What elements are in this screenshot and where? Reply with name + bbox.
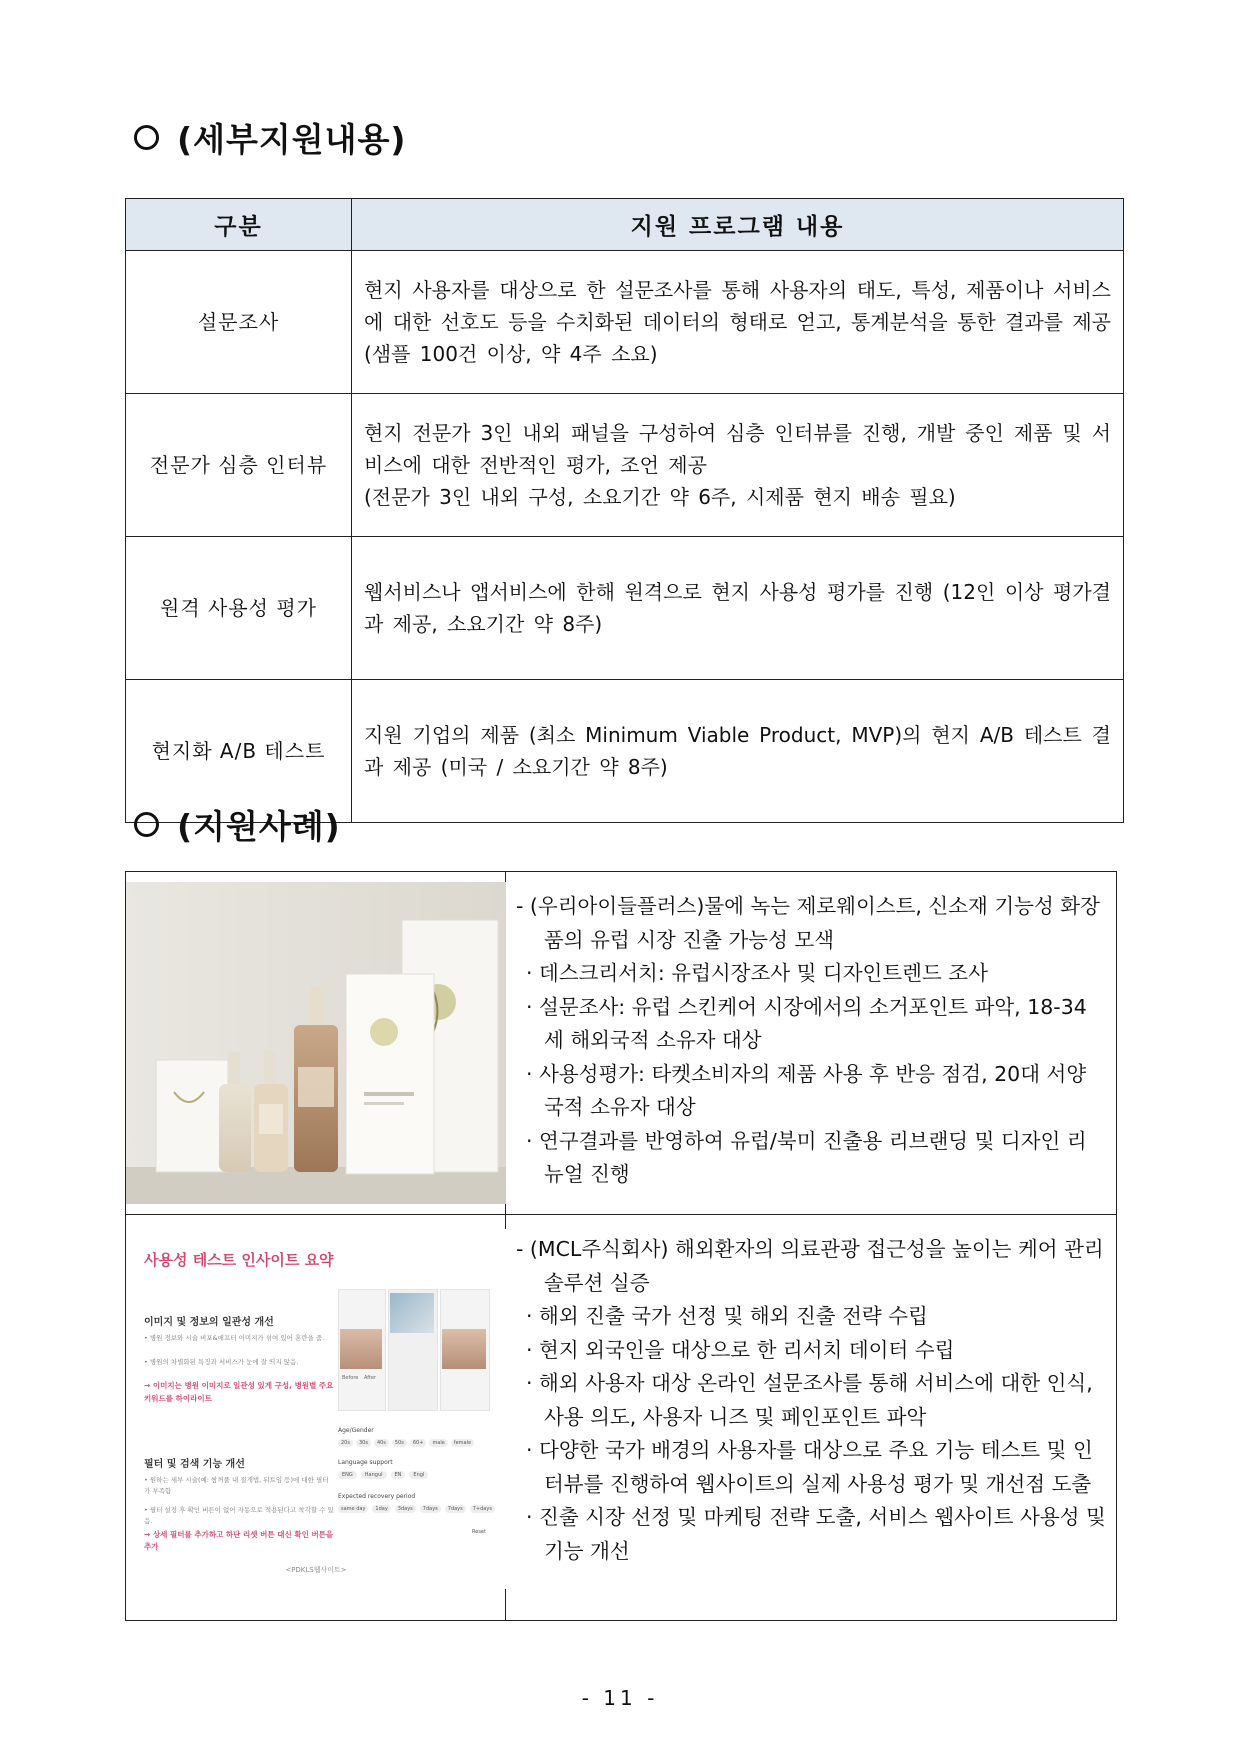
- circle-bullet-icon: [134, 125, 159, 150]
- insight-block2-bullet: • 필터 설정 후 확인 버튼이 없어 자동으로 적용된다고 착각할 수 있음.: [144, 1506, 334, 1525]
- circle-bullet-icon: [134, 812, 159, 837]
- insight-block1-highlight: → 이미지는 병원 이미지로 일관성 있게 구성, 병원별 주요 키워드를 하이라이트: [144, 1381, 334, 1403]
- insight-block1-bullet: • 병원 정보와 시술 비포&애프터 이미지가 섞여 있어 혼란을 줌.: [144, 1334, 325, 1342]
- recovery-chips: [338, 1505, 495, 1513]
- filter-chip[interactable]: 50s: [392, 1439, 407, 1447]
- insight-block2-title: 필터 및 검색 기능 개선: [144, 1459, 245, 1470]
- case-item: · 현지 외국인을 대상으로 한 리서치 데이터 수립: [526, 1337, 955, 1362]
- case-heading: - (MCL주식회사) 해외환자의 의료관광 접근성을 높이는 케어 관리 솔루션 실증: [516, 1237, 1104, 1295]
- case-description-cell: [506, 872, 1117, 1215]
- insight-block1-bullet: • 병원의 차별화된 특징과 서비스가 눈에 잘 띄지 않음.: [144, 1358, 299, 1366]
- case-item: · 해외 진출 국가 선정 및 해외 진출 전략 수립: [526, 1304, 928, 1328]
- row-category: 원격 사용성 평가: [126, 537, 352, 680]
- before-label: Before: [342, 1375, 359, 1381]
- filter-chip[interactable]: female: [451, 1439, 474, 1447]
- section-title-text: (지원사례): [177, 807, 341, 846]
- case-item: · 진출 시장 선정 및 마케팅 전략 도출, 서비스 웹사이트 사용성 및 기능 개선: [526, 1505, 1106, 1563]
- case-item: · 데스크리서치: 유럽시장조사 및 디자인트렌드 조사: [526, 961, 988, 985]
- support-cases-table: [125, 871, 1117, 1621]
- filter-chip[interactable]: 7days: [420, 1505, 441, 1513]
- filter-chip[interactable]: 40s: [374, 1439, 389, 1447]
- row-content: 지원 기업의 제품 (최소 Minimum Viable Product, MVP)의 현지 A/B 테스트 결과 제공 (미국 / 소요기간 약 8주): [352, 680, 1124, 823]
- table-row: [126, 537, 1124, 680]
- case-item: · 해외 사용자 대상 온라인 설문조사를 통해 서비스에 대한 인식, 사용 의도, 사용자 니즈 및 페인포인트 파악: [526, 1371, 1093, 1429]
- case-item: · 설문조사: 유럽 스킨케어 시장에서의 소거포인트 파악, 18-34세 해외국적 소유자 대상: [526, 994, 1087, 1052]
- age-chips: [338, 1439, 474, 1447]
- row-category: 전문가 심층 인터뷰: [126, 394, 352, 537]
- filter-chip[interactable]: 3days: [395, 1505, 416, 1513]
- filter-chip[interactable]: 1day: [372, 1505, 390, 1513]
- table-header-row: [126, 199, 1124, 251]
- filter-chip[interactable]: 20s: [338, 1439, 353, 1447]
- row-content-note: (전문가 3인 내외 구성, 소요기간 약 6주, 시제품 현지 배송 필요): [364, 485, 956, 509]
- age-gender-label: Age/Gender: [338, 1427, 374, 1434]
- insight-block1-title: 이미지 및 정보의 일관성 개선: [144, 1317, 274, 1328]
- face-before-after-image: [340, 1329, 382, 1369]
- screenshot-source: <PDKLS웹사이트>: [285, 1566, 347, 1574]
- table-row: [126, 394, 1124, 537]
- table-row: [126, 251, 1124, 394]
- filter-chip[interactable]: 60+: [410, 1439, 427, 1447]
- case-item: · 사용성평가: 타켓소비자의 제품 사용 후 반응 점검, 20대 서양 국적 소유자 대상: [526, 1061, 1087, 1119]
- cosmetics-illustration: [126, 882, 506, 1204]
- filter-chip[interactable]: 30s: [356, 1439, 371, 1447]
- filter-chip[interactable]: 7days: [445, 1505, 466, 1513]
- filter-chip[interactable]: 7+days: [470, 1505, 495, 1513]
- case-image-cell: [126, 872, 506, 1215]
- insight-block2-highlight: → 상세 필터를 추가하고 하단 리셋 버튼 대신 확인 버튼을 추가: [144, 1530, 334, 1551]
- case-description-cell: [506, 1215, 1117, 1621]
- filter-chip[interactable]: male: [429, 1439, 447, 1447]
- row-content: 웹서비스나 앱서비스에 한해 원격으로 현지 사용성 평가를 진행 (12인 이상 평가결과 제공, 소요기간 약 8주): [352, 537, 1124, 680]
- insight-block2-bullet: • 원하는 세부 시술(예: 쌍꺼풀 내 절개법, 뒤트임 등)에 대한 필터가 부족함: [144, 1476, 329, 1495]
- section-title-support-cases: [134, 801, 341, 848]
- cosmetics-product-photo: [126, 882, 506, 1204]
- case-item: · 다양한 국가 배경의 사용자를 대상으로 주요 기능 테스트 및 인터뷰를 진행하여 웹사이트의 실제 사용성 평가 및 개선점 도출: [526, 1438, 1093, 1496]
- section-title-support-details: [134, 114, 406, 161]
- after-label: After: [364, 1375, 377, 1381]
- usability-insight-screenshot: [126, 1229, 506, 1589]
- insight-title: 사용성 테스트 인사이트 요약: [144, 1251, 334, 1269]
- clinic-interior-image: [390, 1293, 434, 1333]
- row-category: 설문조사: [126, 251, 352, 394]
- case-item: · 연구결과를 반영하여 유럽/북미 진출용 리브랜딩 및 디자인 리뉴얼 진행: [526, 1128, 1087, 1186]
- row-content: 현지 전문가 3인 내외 패널을 구성하여 심층 인터뷰를 진행, 개발 중인 제품 및 서비스에 대한 전반적인 평가, 조언 제공: [364, 421, 1111, 477]
- page-number: - 11 -: [581, 1686, 659, 1710]
- face-before-after-image: [442, 1329, 486, 1369]
- case-row: [126, 1215, 1117, 1621]
- filter-chip[interactable]: ENG: [338, 1471, 357, 1479]
- case-image-cell: [126, 1215, 506, 1621]
- case-heading: - (우리아이들플러스)물에 녹는 제로웨이스트, 신소재 기능성 화장품의 유럽 시장 진출 가능성 모색: [516, 894, 1100, 952]
- row-content-cell: [352, 394, 1124, 537]
- row-content: 현지 사용자를 대상으로 한 설문조사를 통해 사용자의 태도, 특성, 제품이나 서비스에 대한 선호도 등을 수치화된 데이터의 형태로 얻고, 통계분석을 통한 결과를 제공 (샘플 100건 이상, 약 4주 소요): [352, 251, 1124, 394]
- filter-chip[interactable]: same day: [338, 1505, 368, 1513]
- reset-button[interactable]: Reset: [472, 1529, 486, 1535]
- filter-chip[interactable]: EN: [391, 1471, 406, 1479]
- recovery-period-label: Expected recovery period: [338, 1493, 416, 1500]
- language-support-label: Language support: [338, 1459, 393, 1466]
- row-category: 현지화 A/B 테스트: [126, 680, 352, 823]
- case-row: [126, 872, 1117, 1215]
- language-chips: [338, 1471, 428, 1479]
- section-title-text: (세부지원내용): [177, 120, 407, 159]
- header-category: 구분: [126, 199, 352, 251]
- filter-chip[interactable]: Engl: [409, 1471, 428, 1479]
- support-program-table: [125, 198, 1124, 823]
- filter-chip[interactable]: Hangul: [361, 1471, 387, 1479]
- header-content: 지원 프로그램 내용: [352, 199, 1124, 251]
